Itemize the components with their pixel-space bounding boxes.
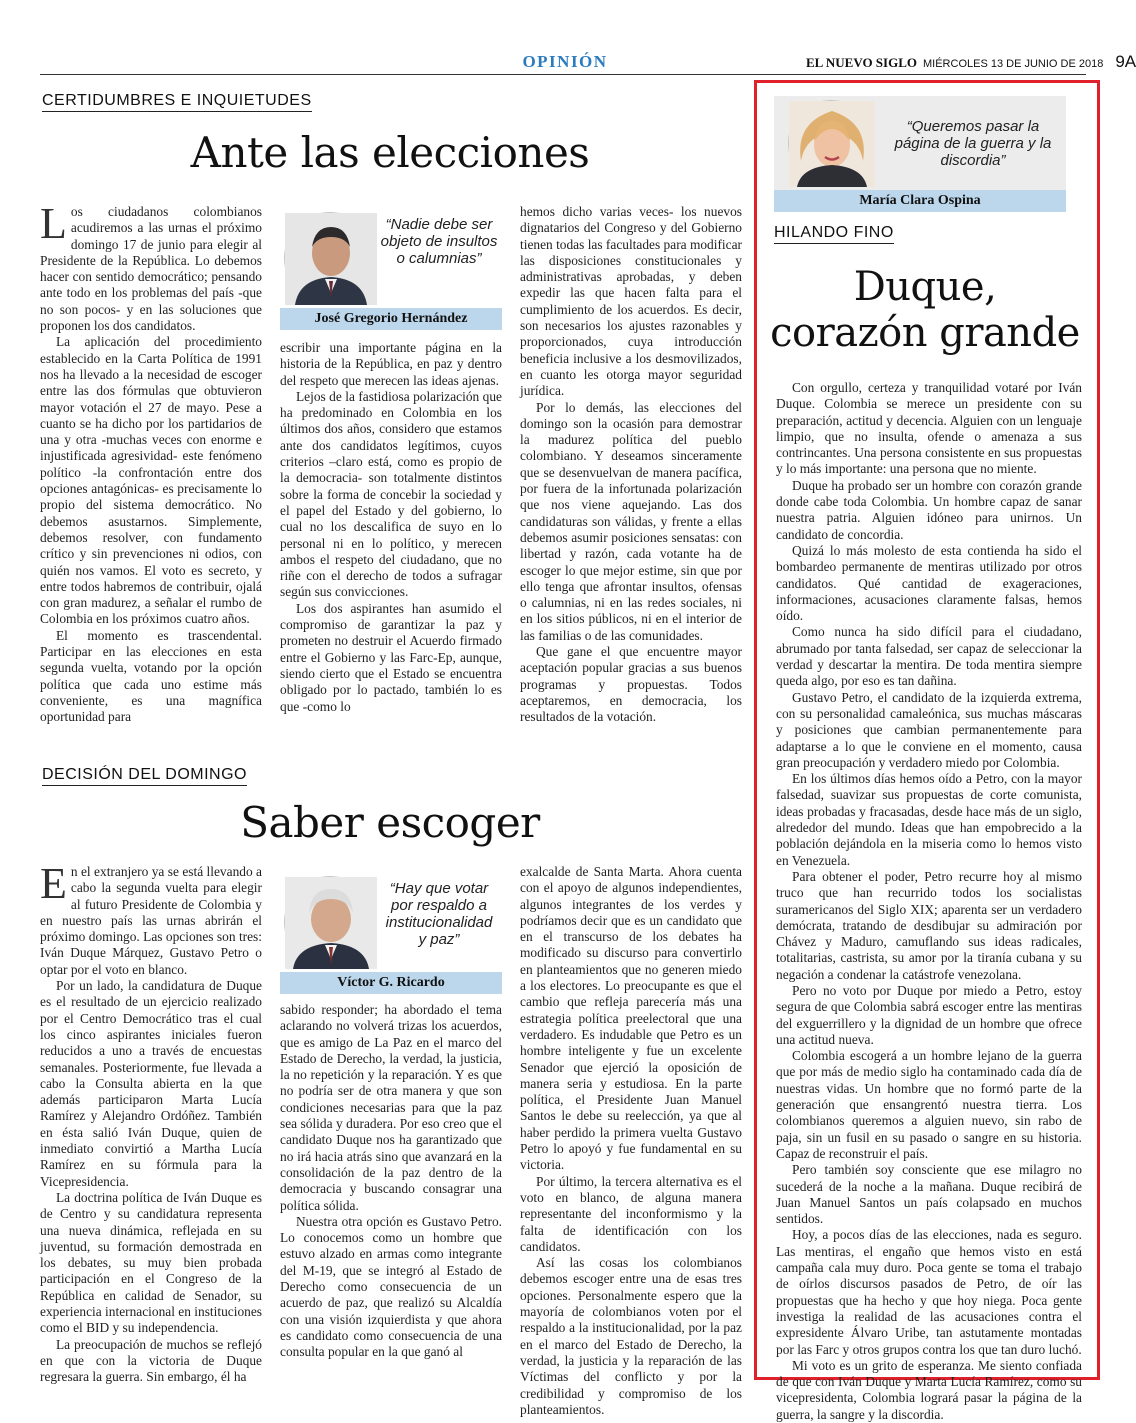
issue-date: MIÉRCOLES 13 DE JUNIO DE 2018 xyxy=(923,58,1104,70)
article2-paragraph: exalcalde de Santa Marta. Ahora cuenta con el apoyo de algunos independientes, algunos integrantes de los verdes y podríamos decir que es un candidato que en el transcurso de los debates ha modificado su discurso para convertirlo en planteamientos que no generen miedo a los electores. Lo preocupante es que el cambio que refleja parecería más una estrategia política preelectoral que una verdadero. Es indudable que Petro es un hombre inteligente y fue un excelente Senador que ejerció la oposición de manera seria y estudiosa. En la parte política, el Presidente Juan Manuel Santos le debe su reelección, ya que al haber perdido la primera vuelta Gustavo Petro lo apoyó y fue fundamental en su victoria. xyxy=(520,864,742,1173)
article3-paragraph: Pero no voto por Duque por miedo a Petro, estoy segura de que Colombia sabrá escoger entre las mentiras del exguerrillero y la dignidad de un hombre que ofrece una actitud nueva. xyxy=(776,982,1082,1047)
article2-paragraph: La preocupación de muchos se reflejó en que con la victoria de Duque regresara la guerra. Sin embargo, él ha xyxy=(40,1336,262,1385)
article3-headline xyxy=(770,264,1080,356)
article2-lead-paragraph: En el extranjero ya se está llevando a cabo la segunda vuelta para elegir al futuro Presidente de Colombia y en nuestro país las urnas abrirán el próximo domingo. Las opciones son tres: Iván Duque Márquez, Gustavo Petro o optar por el voto en blanco. xyxy=(40,859,262,977)
author-photo-jose-gregorio xyxy=(284,212,376,304)
article3-headline-line-2: corazón grande xyxy=(770,310,1080,356)
article2-dropcap: E xyxy=(40,859,67,908)
article3-author-name: María Clara Ospina xyxy=(774,190,1066,212)
article3-headline-line-1: Duque, xyxy=(853,264,997,310)
article1-paragraph: Que gane el que encuentre mayor aceptación popular gracias a sus buenos programas y propuestas. Todos aceptaremos, en democracia, los resultados de la votación. xyxy=(520,644,742,725)
article2-paragraph: Así las cosas los colombianos debemos escoger entre una de esas tres opciones. Personalmente espero que la mayoría de colombianos voten por el respaldo a la institucionalidad, por la paz en el marco del Estado de Derecho, la verdad, la justicia y la reparación de las Víctimas del conflicto y por la credibilidad y compromiso de los planteamientos. xyxy=(520,1255,742,1417)
article3-body xyxy=(776,380,1082,1422)
article2-kicker: DECISIÓN DEL DOMINGO xyxy=(42,766,247,786)
article3-kicker: HILANDO FINO xyxy=(774,224,894,244)
article3-paragraph: Gustavo Petro, el candidato de la izquierda extrema, con su personalidad camaleónica, sus muchas máscaras y posiciones que cambian permanentemente para adaptarse a lo que le conviene en el momento, causa gran preocupación y verdadero miedo por Colombia. xyxy=(776,689,1082,770)
article3-paragraph: En los últimos días hemos oído a Petro, con la mayor falsedad, suavizar sus propuestas de corte comunista, ideas probadas y fracasadas, desde hace más de un siglo, alrededor del mundo. Ideas que han empobrecido a la población dejándola en la miseria como lo hemos visto en Venezuela. xyxy=(776,771,1082,868)
article1-lead-paragraph: Los ciudadanos colombianos acudiremos a las urnas el próximo domingo 17 de junio para elegir al Presidente de la República. Lo debemos hacer con sentido democrático; pensando ante todo en los problemas del país -que no son pocos- y en las soluciones que proponen los dos candidatos. xyxy=(40,199,262,334)
article2-paragraph: Nuestra otra opción es Gustavo Petro. Lo conocemos como un hombre que estuvo alzado en armas como integrante del M-19, que se integró al Estado de Derecho como consecuencia de un acuerdo de paz, que realizó su Alcaldía con una visión izquierdista y que ahora es candidato como consecuencia de una consulta popular en la que ganó al xyxy=(280,1213,502,1360)
article2-paragraph: sabido responder; ha abordado el tema aclarando no volverá trizas los acuerdos, que es amigo de La Paz en el marco del Estado de Derecho, la verdad, la justicia, la no repetición y la reparación. Y es que no podría ser de otra manera y que son condiciones necesarias para que la paz sea sólida y duradera. Por eso creo que el candidato Duque nos ha garantizado que no irá hacia atrás sino que avanzará en la consolidación de la paz dentro de la democracia y buscando consagrar una política sólida. xyxy=(280,1002,502,1213)
page-number: 9A xyxy=(1115,52,1136,71)
article1-pull-quote: “Nadie debe ser objeto de insultos o calumnias” xyxy=(380,216,498,267)
article1-paragraph: El momento es trascendental. Participar en las elecciones en esta segunda vuelta, votando por la opción política que cada uno estime más conveniente, es una magnífica oportunidad para xyxy=(40,627,262,725)
article2-paragraph: La doctrina política de Iván Duque es de Centro y su candidatura representa una nueva dinámica, reflejada en su juventud, su formación demostrada en los debates, su muy bien probada participación en el Congreso de la República en calidad de Senador, su experiencia internacional en instituciones como el BID y su independencia. xyxy=(40,1189,262,1336)
article2-paragraph: Por un lado, la candidatura de Duque es el resultado de un ejercicio realizado por el Centro Democrático tras el cual los cinco aspirantes iniciales fueron reducidos a uno a través de encuestas semanales. Posteriormente, fue llevada a cabo la Consulta abierta en la que además participaron Marta Lucía Ramírez y Alejandro Ordóñez. También en ésta salió Iván Duque, quien de inmediato convirtió a Martha Lucía Ramírez en su fórmula para la Vicepresidencia. xyxy=(40,978,262,1189)
article1-author-name: José Gregorio Hernández xyxy=(280,308,502,330)
article1-paragraph: Los dos aspirantes han asumido el compromiso de garantizar la paz y prometen no destruir el Acuerdo firmado entre el Gobierno y las Farc-Ep, aunque, siendo cierto que el Estado se encuentra obligado por lo pactado, también lo es que -como lo xyxy=(280,600,502,714)
article3-paragraph: Mi voto es un grito de esperanza. Me siento confiada de que con Iván Duque y Marta Lucía Ramírez, como su vicepresidenta, Colombia logrará pasar la página de la guerra, la sangre y la discordia. xyxy=(776,1357,1082,1422)
article3-paragraph: Quizá lo más molesto de esta contienda ha sido el bombardeo permanente de mentiras utilizado por otros candidatos. Qué cantidad de exageraciones, informaciones, acusaciones claramente falsas, hemos oído. xyxy=(776,542,1082,624)
article2-column-3 xyxy=(520,864,742,1417)
article2-paragraph: Por último, la tercera alternativa es el voto en blanco, de alguna manera representante del inconformismo y la falta de identificación con los candidatos. xyxy=(520,1173,742,1254)
article3-paragraph: Colombia escogerá a un hombre lejano de la guerra que por más de medio siglo ha contaminado cada día de nuestras vidas. Un hombre que no formó parte de la generación que ensangrentó nuestra tierra. Los colombianos queremos a alguien nuevo, sin rabo de paja, sin un fusil en su pasado o sangre en su historia. Capaz de reconstruir el país. xyxy=(776,1048,1082,1161)
article2-column-2 xyxy=(280,1002,502,1360)
article3-author-box xyxy=(774,96,1066,212)
article3-paragraph: Hoy, a pocos días de las elecciones, nada es seguro. Las mentiras, el engaño que hemos visto en está campaña cala muy duro. Poca gente se toma el trabajo de oírlos discursos pasados de Petro, de oír las propuestas que ha hecho y que hoy niega. Poca gente investiga la realidad de las acusaciones contra el expresidente Álvaro Uribe, tan astutamente montadas por las Farc y otros grupos contra los que tan duro luchó. xyxy=(776,1227,1082,1357)
article1-author-box xyxy=(280,206,502,330)
article2-author-box xyxy=(280,870,502,994)
masthead xyxy=(806,52,1136,72)
article1-column-1 xyxy=(40,199,262,744)
article1-paragraph: La aplicación del procedimiento establecido en la Carta Política de 1991 nos ha llevado a la necesidad de escoger entre las dos fórmulas que obtuvieron mayor votación el 27 de mayo. Pese a cuanto se ha dicho por los partidarios de una y otra -muchas veces con enorme e injustificada agresividad- este fenómeno político -la confrontación entre dos opciones antagónicas- es precisamente lo propio del sistema democrático. No debemos asustarnos. Simplemente, debemos resolver, con fundamento crítico y sin prevenciones ni odios, con quién nos vamos. El voto es secreto, y entre todos habremos de contribuir, ojalá con gran madurez, a señalar el rumbo de Colombia en los próximos cuatro años. xyxy=(40,334,262,627)
article1-paragraph: Lejos de la fastidiosa polarización que ha predominado en Colombia en los últimos dos años, considero que estamos ante dos candidatos legítimos, cuyos criterios –claro está, como es propio de la democracia- son totalmente distintos sobre la forma de concebir la sociedad y el papel del Estado y del gobierno, lo cual no los descalifica de suyo en lo personal ni en lo político, y merecen ambos el respeto del ciudadano, que no riñe con el derecho de todos a sufragar según sus convicciones. xyxy=(280,388,502,600)
article3-paragraph: Como nunca ha sido difícil para el ciudadano, abrumado por tanta falsedad, ser capaz de seleccionar la verdad y descartar la mentira. De toda mentira siempre queda algo, por eso es tan dañina. xyxy=(776,624,1082,689)
newspaper-name: EL NUEVO SIGLO xyxy=(806,55,917,70)
article1-paragraph: escribir una importante página en la historia de la República, en paz y dentro del respeto que merecen las ideas ajenas. xyxy=(280,340,502,388)
article3-paragraph: Pero también soy consciente que ese milagro no sucederá de la noche a la mañana. Duque recibirá de Juan Manuel Santos un país colapsado en muchos sentidos. xyxy=(776,1162,1082,1227)
article1-kicker: CERTIDUMBRES E INQUIETUDES xyxy=(42,92,312,112)
article1-paragraph: hemos dicho varias veces- los nuevos dignatarios del Congreso y del Gobierno tienen todas las facultades para modificar las disposiciones constitucionales y administrativas aprobadas, y deben expedir las que hacen falta para el cumplimiento de los acuerdos. Es decir, son necesarios los ajustes razonables y proporcionados, cuya introducción beneficia inclusive a los desmovilizados, en cuanto les otorga mayor seguridad jurídica. xyxy=(520,204,742,399)
article3-paragraph: Con orgullo, certeza y tranquilidad votaré por Iván Duque. Colombia se merece un presidente con su preparación, actitud y decencia. Alguien con un lenguaje limpio, que no insulta, ofende o amenaza a sus contrincantes. Una persona consistente en sus propuestas y lo más importante: una persona que no miente. xyxy=(776,380,1082,477)
article1-dropcap: L xyxy=(40,199,67,248)
article2-pull-quote: “Hay que votar por respaldo a institucionalidad y paz” xyxy=(385,880,493,948)
header-rule xyxy=(40,74,1086,75)
section-label: OPINIÓN xyxy=(522,52,608,71)
article1-paragraph: Por lo demás, las elecciones del domingo son la ocasión para demostrar la madurez política del pueblo colombiano. Y deseamos sinceramente que se desenvuelvan de manera pacífica, por fuera de la infortunada polarización que nos viene aquejando. Las dos candidaturas son válidas, y frente a ellas debemos asumir posiciones sensatas: con libertad y razón, cada votante ha de escoger lo que mejor estime, sin que por ello tenga que afrontar insultos, ofensas o calumnias, ni en las redes sociales, ni en los sitios públicos, ni en el interior de las familias o de las comunidades. xyxy=(520,399,742,643)
article3-paragraph: Para obtener el poder, Petro recurre hoy al mismo truco que han recurrido todos los socialistas suramericanos del Siglo XIX; aparenta ser un verdadero demócrata, tratando de desdibujar su admiración por Chávez y Maduro, camuflando sus ideas radicales, totalitarias, castrista, su amor por la tiranía cubana y su negación a condenar la catástrofe venezolana. xyxy=(776,868,1082,982)
author-photo-maria-clara xyxy=(788,100,874,186)
article2-column-1 xyxy=(40,859,262,1385)
article1-headline: Ante las elecciones xyxy=(190,128,590,177)
author-photo-victor-ricardo xyxy=(284,876,376,968)
article1-column-2 xyxy=(280,340,502,744)
article2-author-name: Víctor G. Ricardo xyxy=(280,972,502,994)
article3-paragraph: Duque ha probado ser un hombre con corazón grande donde cabe toda Colombia. Un hombre capaz de sanar nuestra patria. Alguien idóneo para unirnos. Un candidato de concordia. xyxy=(776,477,1082,542)
article3-pull-quote: “Queremos pasar la página de la guerra y la discordia” xyxy=(894,118,1052,169)
article1-column-3 xyxy=(520,204,742,744)
article2-headline: Saber escoger xyxy=(240,798,540,847)
